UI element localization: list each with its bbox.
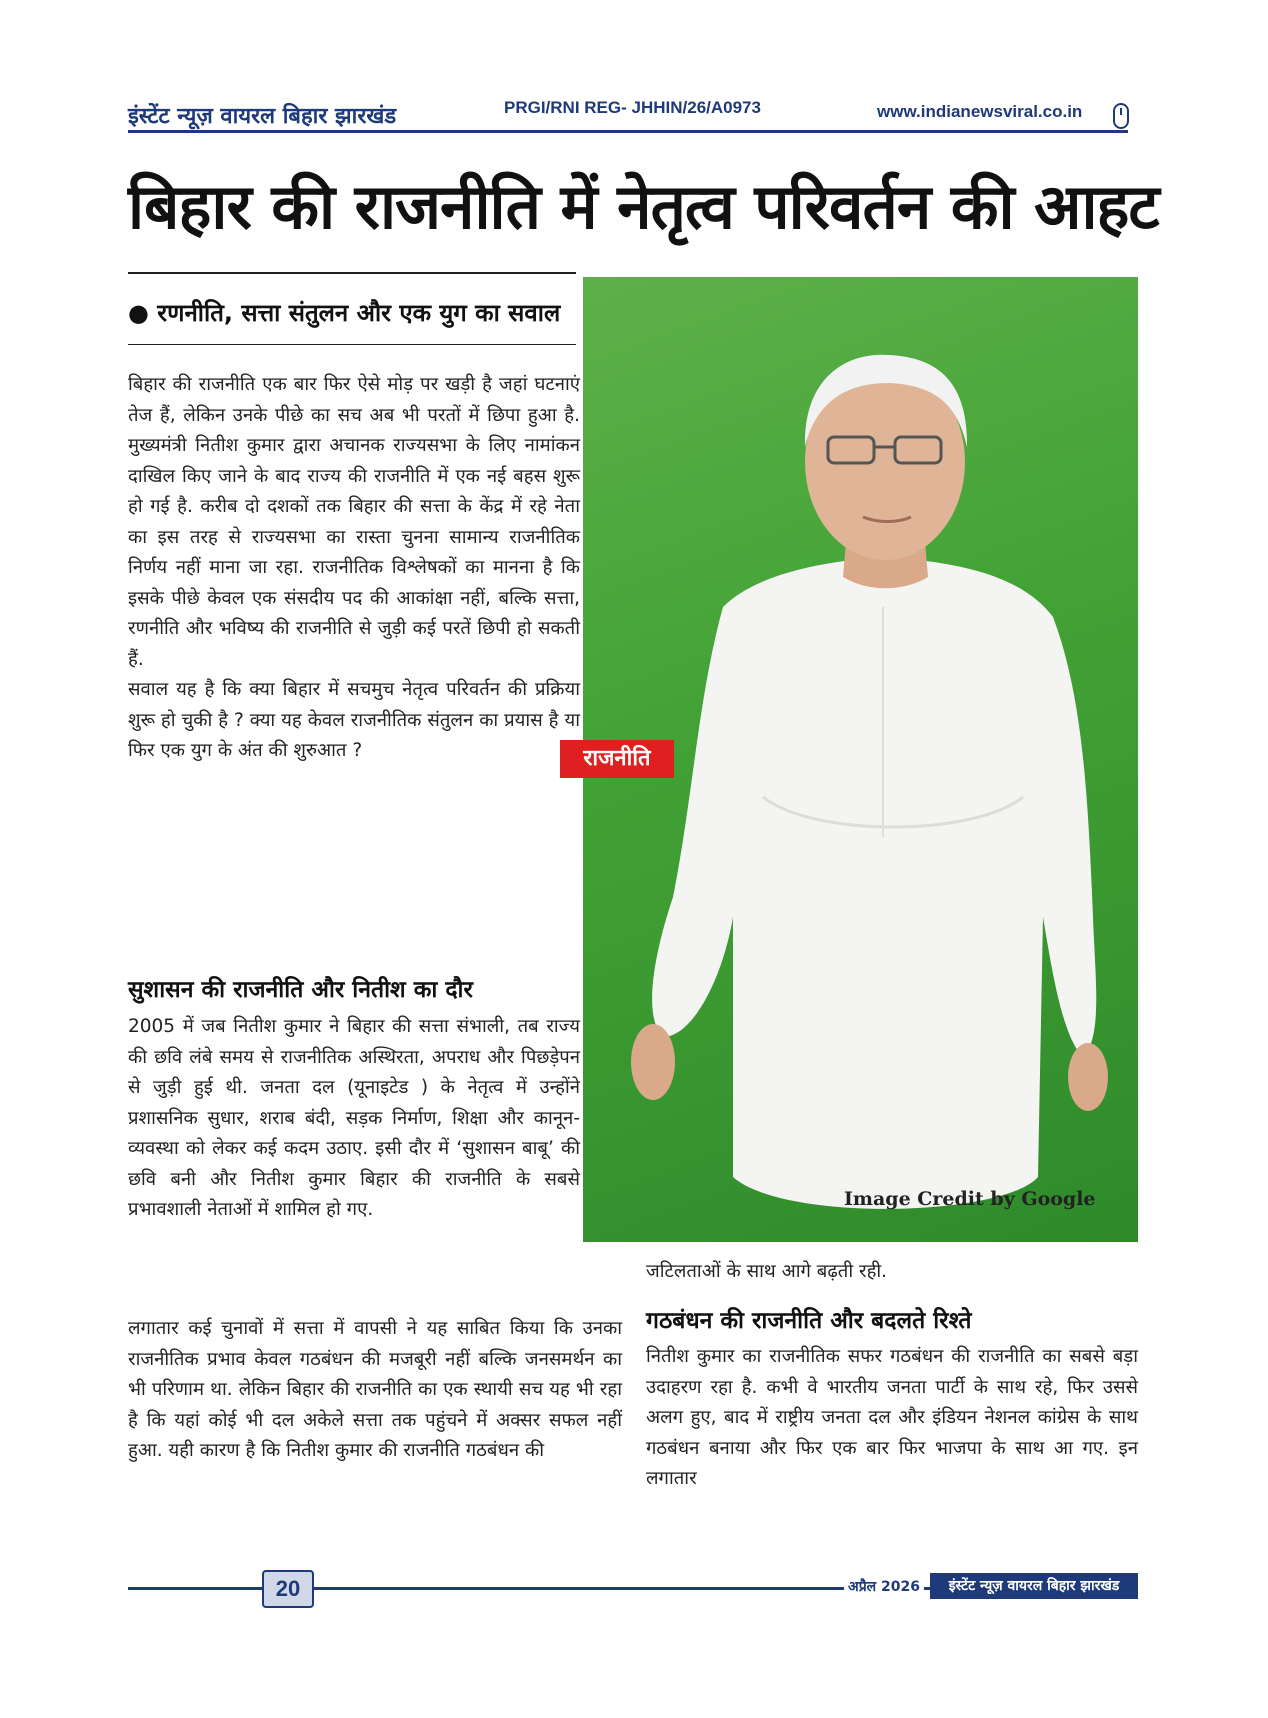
subheadline-bottom-rule bbox=[128, 344, 576, 345]
section-heading-sushasan: सुशासन की राजनीति और नितीश का दौर bbox=[128, 977, 473, 1003]
body-paragraph: नितीश कुमार का राजनीतिक सफर गठबंधन की राजनीति का सबसे बड़ा उदाहरण रहा है. कभी वे भारतीय जनता पार्टी के साथ रहे, फिर उससे अलग हुए, बाद में राष्ट्रीय जनता दल और इंडियन नेशनल कांग्रेस के साथ गठबंधन बनाया और फिर एक बार फिर भाजपा के साथ आ गए. इन लगातार bbox=[646, 1346, 1138, 1489]
section1-text-continued bbox=[128, 1314, 622, 1467]
category-tag: राजनीति bbox=[560, 740, 674, 778]
registration-number: PRGI/RNI REG- JHHIN/26/A0973 bbox=[498, 98, 767, 118]
footer-brand: इंस्टेंट न्यूज़ वायरल बिहार झारखंड bbox=[930, 1573, 1138, 1599]
article-headline: बिहार की राजनीति में नेतृत्व परिवर्तन की आहट bbox=[128, 170, 1159, 243]
intro-paragraph: बिहार की राजनीति एक बार फिर ऐसे मोड़ पर खड़ी है जहां घटनाएं तेज हैं, लेकिन उनके पीछे का सच अब भी परतों में छिपा हुआ है. मुख्यमंत्री नितीश कुमार द्वारा अचानक राज्यसभा के लिए नामांकन दाखिल किए जाने के बाद राज्य की राजनीति में एक नई बहस शुरू हो गई है. करीब दो दशकों तक बिहार की सत्ता के केंद्र में रहे नेता का इस तरह से राज्यसभा का रास्ता चुनना सामान्य राजनीतिक निर्णय नहीं माना जा रहा. राजनीतिक विश्लेषकों का मानना है कि इसके पीछे केवल एक संसदीय पद की आकांक्षा नहीं, बल्कि सत्ता, रणनीति और भविष्य की राजनीति से जुड़ी कई परतें छिपी हो सकती हैं. bbox=[128, 374, 580, 670]
mouse-icon bbox=[1113, 103, 1129, 129]
website-link[interactable]: www.indianewsviral.co.in bbox=[873, 102, 1086, 122]
masthead-brand: इंस्टेंट न्यूज़ वायरल बिहार झारखंड bbox=[128, 104, 397, 129]
continuation-text: जटिलताओं के साथ आगे बढ़ती रही. bbox=[646, 1261, 888, 1282]
body-paragraph: 2005 में जब नितीश कुमार ने बिहार की सत्ता संभाली, तब राज्य की छवि लंबे समय से राजनीतिक अस्थिरता, अपराध और पिछड़ेपन से जुड़ी हुई थी. जनता दल (यूनाइटेड ) के नेतृत्व में उन्होंने प्रशासनिक सुधार, शराब बंदी, सड़क निर्माण, शिक्षा और कानून-व्यवस्था को लेकर कई कदम उठाए. इसी दौर में ‘सुशासन बाबू’ की छवि बनी और नितीश कुमार बिहार की राजनीति के सबसे प्रभावशाली नेताओं में शामिल हो गए. bbox=[128, 1016, 580, 1220]
intro-paragraph: सवाल यह है कि क्या बिहार में सचमुच नेतृत्व परिवर्तन की प्रक्रिया शुरू हो चुकी है ? क्या यह केवल राजनीतिक संतुलन का प्रयास है या फिर एक युग के अंत की शुरुआत ? bbox=[128, 679, 580, 761]
section-heading-gathbandhan: गठबंधन की राजनीति और बदलते रिश्ते bbox=[646, 1308, 972, 1334]
body-paragraph: लगातार कई चुनावों में सत्ता में वापसी ने यह साबित किया कि उनका राजनीतिक प्रभाव केवल गठबंधन की मजबूरी नहीं बल्कि जनसमर्थन का भी परिणाम था. लेकिन बिहार की राजनीति का एक स्थायी सच यह भी रहा है कि यहां कोई भी दल अकेले सत्ता तक पहुंचने में अक्सर सफल नहीं हुआ. यही कारण है कि नितीश कुमार की राजनीति गठबंधन की bbox=[128, 1318, 622, 1461]
section2-text bbox=[646, 1342, 1138, 1495]
header-rule bbox=[128, 130, 1128, 133]
article-subheadline: ● रणनीति, सत्ता संतुलन और एक युग का सवाल bbox=[128, 299, 561, 327]
section1-text bbox=[128, 1012, 580, 1226]
issue-date: अप्रैल 2026 bbox=[844, 1577, 924, 1596]
subheadline-top-rule bbox=[128, 272, 576, 274]
photo-credit: Image Credit by Google bbox=[844, 1188, 1096, 1210]
intro-text bbox=[128, 370, 580, 767]
page-number: 20 bbox=[262, 1570, 314, 1608]
